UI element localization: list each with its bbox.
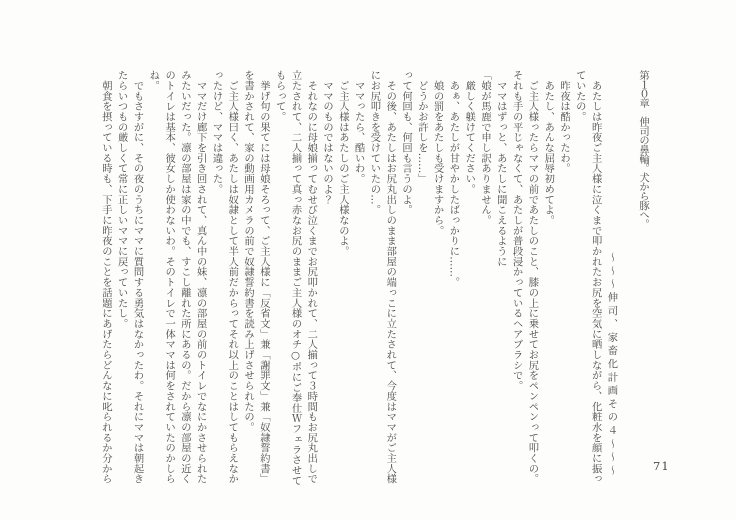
vertical-text-block	[97, 70, 650, 484]
text-column: ママのものではないのよ？	[321, 70, 334, 205]
text-column: その後、あたしはお尻丸出しのまま部屋の端っこに立たされて、今度はママがご主人様	[384, 70, 397, 484]
column-spacer	[618, 70, 634, 484]
text-column: あたしは昨夜ご主人様に泣くまで叩かれたお尻を空気に晒しながら、化粧水を顔に振っ	[589, 70, 602, 484]
text-column: にお尻叩きを受けていたの…。	[368, 70, 381, 215]
text-column: もらって。	[273, 70, 286, 122]
text-column: ったけど、ママは違った。	[210, 70, 223, 195]
text-column: どうかお許しを……」	[415, 70, 428, 184]
text-column: ご主人様はあたしのご主人様なのよ。	[336, 70, 349, 257]
text-column: でもさすがに、その夜のうちにママに質問する勇気はなかったわ。それにママは朝起き	[131, 70, 144, 484]
text-column: って何回も、何回も言うのよ。	[400, 70, 413, 215]
text-column: それも手の平じゃなくて、あたしが普段浸かっているヘアブラシで。	[510, 70, 523, 391]
text-column: 娘の罰をあたしも受けますから。	[431, 70, 444, 236]
text-column: ママったら、酷いわ。	[352, 70, 365, 184]
text-column: ご主人様ったらママの前であたしのこと、膝の上に乗せてお尻をペンペンって叩くの。	[526, 70, 539, 484]
text-column: 「娘が馬鹿で申し訳ありません。	[479, 70, 492, 226]
text-column: を書かされて、家の動画用カメラの前で奴隷誓約書を読み上げさせられたの。	[242, 70, 255, 433]
text-column: あたし、あんな屈辱初めてよ。	[542, 70, 555, 226]
chapter-title: 第１０章 伸司の鼻輪。犬から豚へ。	[637, 70, 649, 229]
text-column: みたいだった。凛の部屋は家の中でも、すこし離れた所にあるの。だから凛の部屋の近く	[178, 70, 191, 484]
text-column: ママだけ廊下を引き回されて、真ん中の妹、凛の部屋の前のトイレでなにかさせられた	[194, 70, 207, 484]
text-column: それなのに母娘揃ってむせび泣くまでお尻叩かれて、二人揃って３時間もお尻丸出しで	[305, 70, 318, 484]
text-column: 立たされて、二人揃って真っ赤なお尻のままご主人様のオチ○ポにご奉仕Ｗフェラさせて	[289, 70, 302, 486]
page-number: 71	[653, 459, 670, 473]
text-column: あぁ、あたしが甘やかしたばっかりに……。	[447, 70, 460, 288]
text-column: ママはずっと、あたしに聞こえるように	[494, 70, 507, 267]
text-column: ご主人様曰く、あたしは奴隷として半人前だからってそれ以上のことはしてもらえなか	[226, 70, 239, 484]
text-column: ね。	[147, 70, 160, 91]
text-column: 昨夜は酷かったわ。	[558, 70, 571, 174]
text-column: のトイレは基本、彼女しか使わないわ。そのトイレで一体ママは何をされていたのかしら	[163, 70, 176, 484]
chapter-subtitle: ～～～伸司、家畜化計画その４～～～	[605, 252, 618, 479]
text-column: 朝食を摂っている時も、下手に昨夜のことを話題にあげたらどんなに叱られるか分から	[99, 70, 112, 484]
text-column: ていたの。	[573, 70, 586, 122]
text-column: 厳しく躾けてください。	[463, 70, 476, 195]
text-column: 挙げ句の果てには母娘そろって、ご主人様に「反省文」兼「謝罪文」兼「奴隷誓約書」	[257, 70, 270, 484]
text-column: たらいつもの厳しくて常に正しいママに戻っていたし。	[115, 70, 128, 329]
